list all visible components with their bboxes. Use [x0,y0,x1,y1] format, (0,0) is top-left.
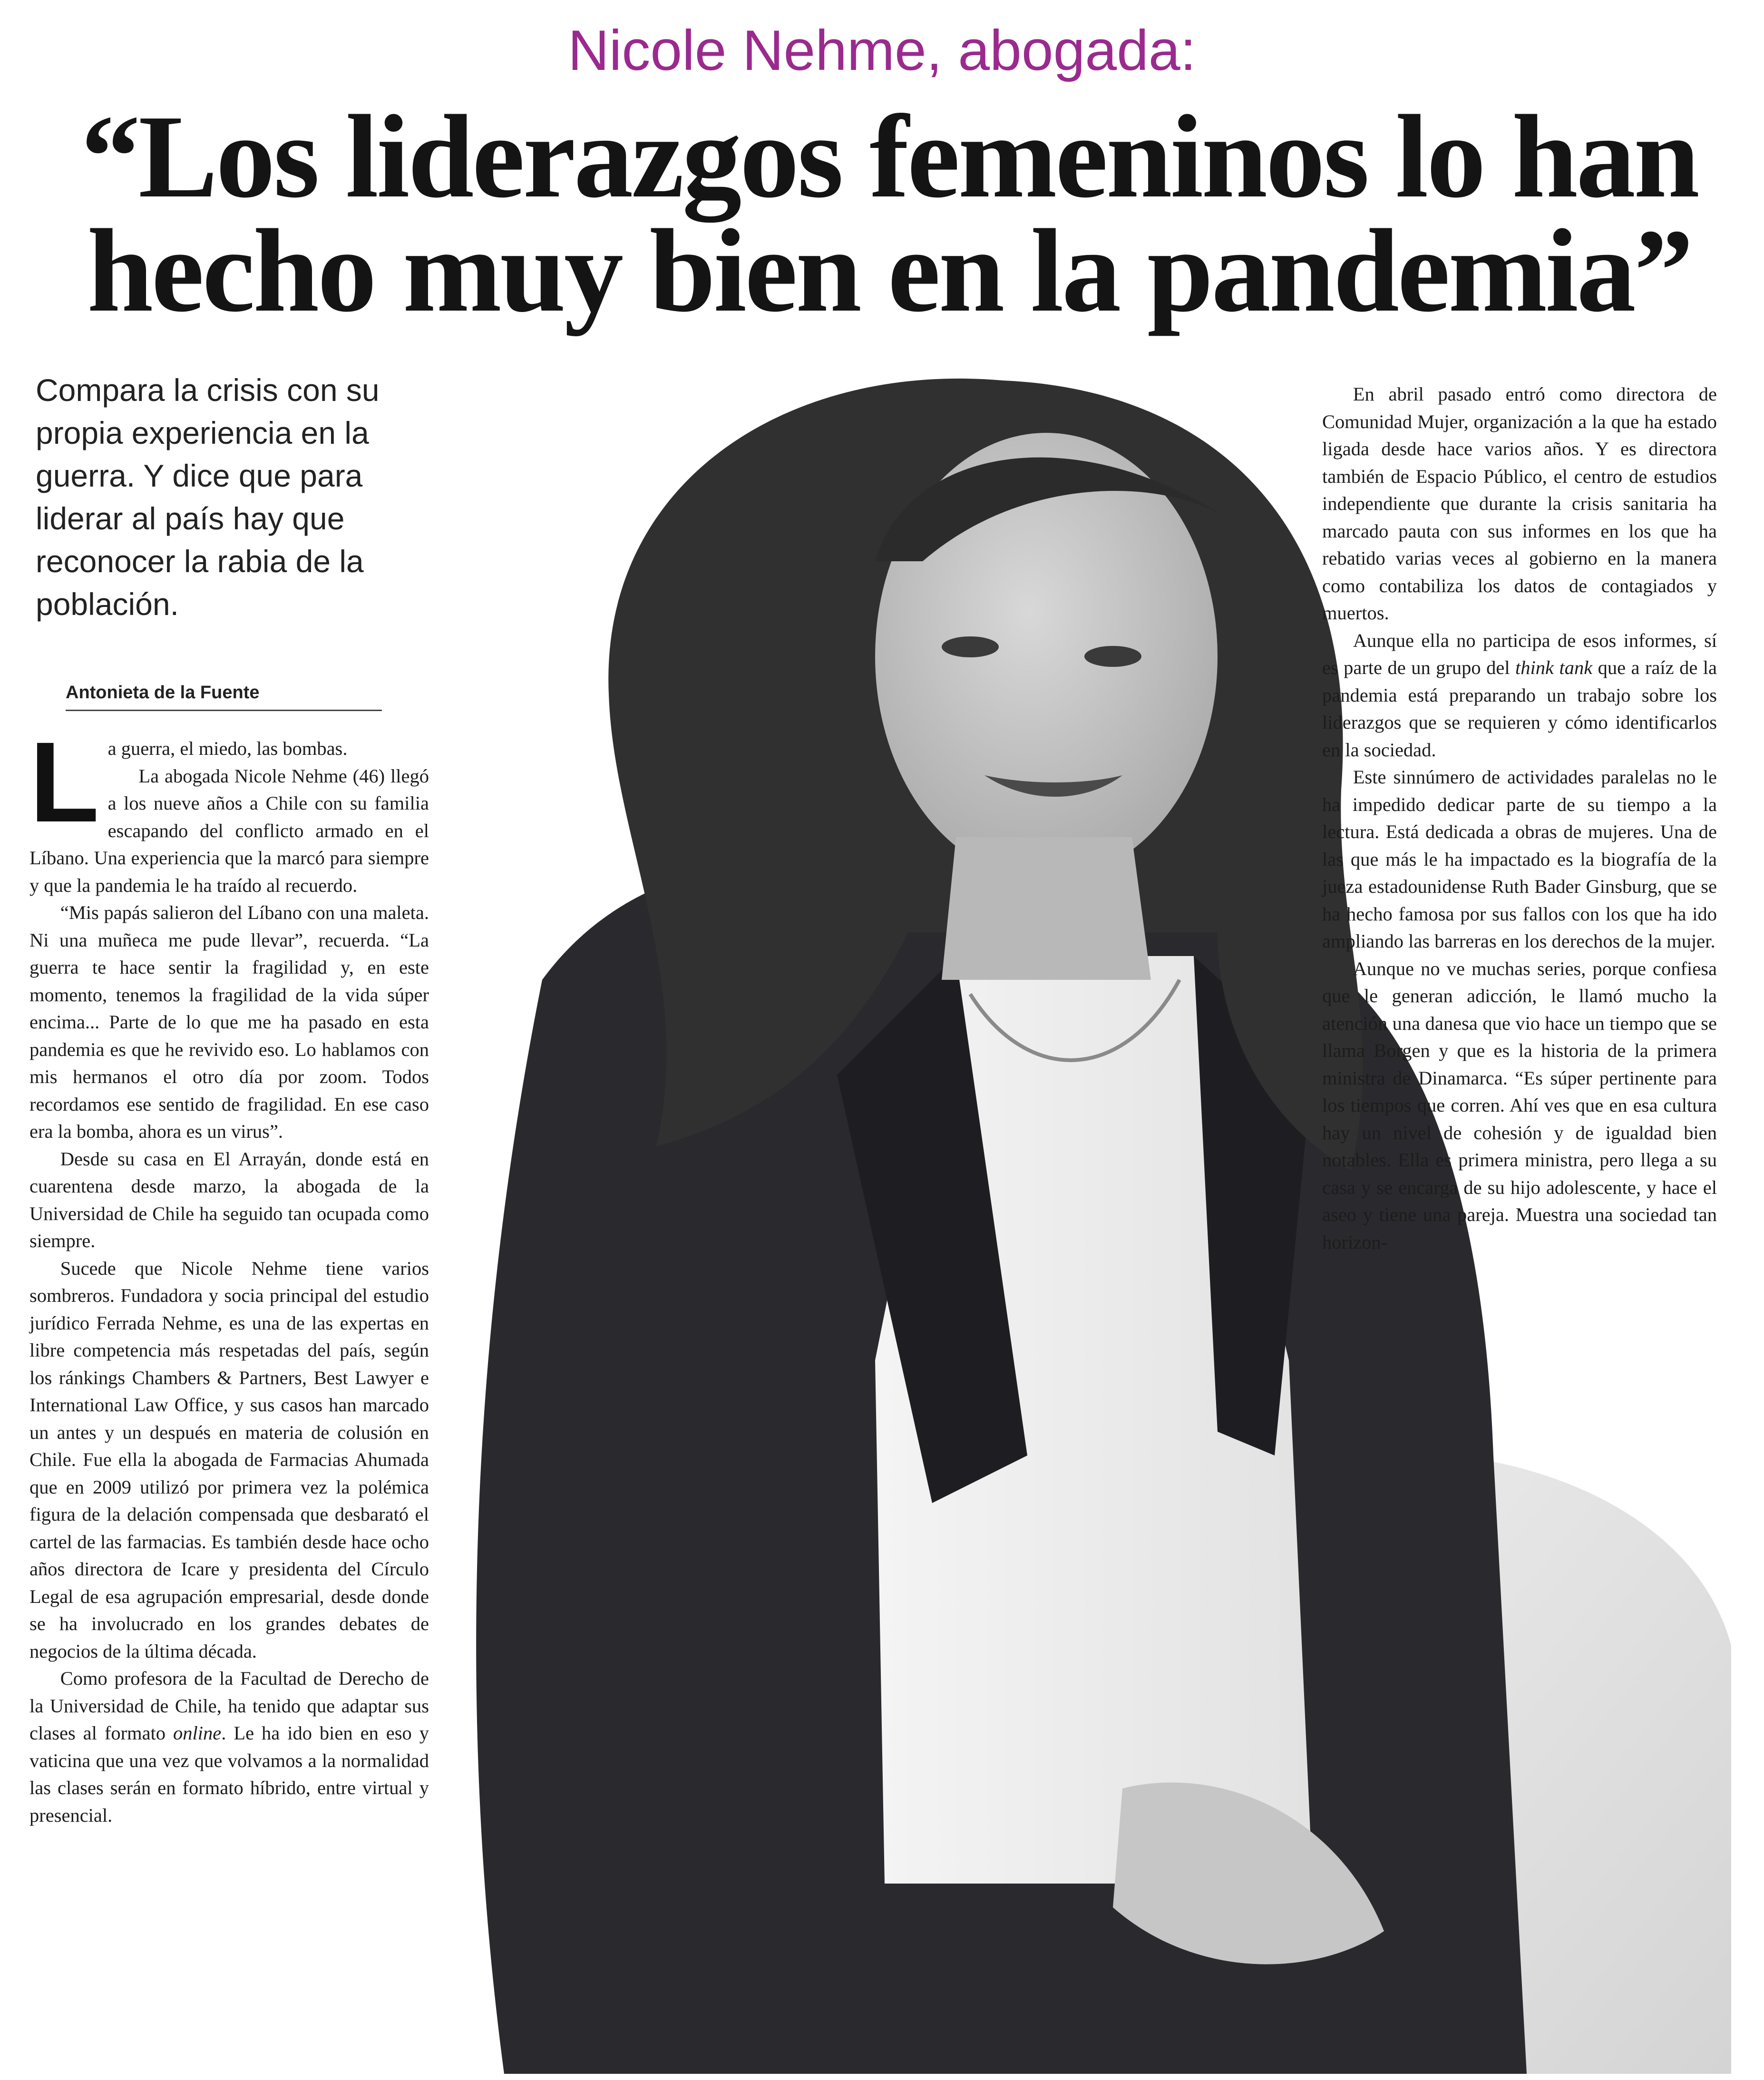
article-headline [57,91,1722,337]
eye-left [942,636,999,657]
dek-line: Compara la crisis con su [36,372,380,408]
drop-cap: L [29,718,99,846]
dek-line: guerra. Y dice que para [36,458,363,493]
paragraph: En abril pasado entró como directora de Comunidad Mujer, organización a la que ha estado ligada desde hace varios años. Y es directora también de Espacio Público, el centro de estudios independiente que durante la crisis sanitaria ha marcado pauta con sus informes en los que ha rebatido varias veces al gobierno en la manera como contabiliza los datos de contagiados y muertos. [1322,383,1717,624]
dek-line: población. [36,586,179,622]
paragraph: Sucede que Nicole Nehme tiene varios sombreros. Fundadora y socia principal del estudio jurídico Ferrada Nehme, es una de las expertas en libre competencia más respetadas del país, según los ránkings Chambers & Partners, Best Lawyer e International Law Office, y sus casos han marcado un antes y un después en materia de colusión en Chile. Fue ella la abogada de Farmacias Ahumada que en 2009 utilizó por primera vez la polémica figura de la delación compensada que desbarató el cartel de las farmacias. Es también desde hace ocho años directora de Icare y presidenta del Círculo Legal de esa agrupación empresarial, desde donde se ha involucrado en los grandes debates de negocios de la última década. [29,1257,429,1662]
paragraph: Desde su casa en El Arrayán, donde está en cuarentena desde marzo, la abogada de la Universidad de Chile ha seguido tan ocupada como siempre. [29,1148,429,1251]
paragraph: Este sinnúmero de actividades paralelas no le ha impedido dedicar parte de su tiempo a la lectura. Está dedicada a obras de mujeres. Una de las que más le ha impactado es la biografía de la jueza estadounidense Ruth Bader Ginsburg, que se ha hecho famosa por sus fallos con los que ha ido ampliando las barreras en los derechos de la mujer. [1322,766,1717,952]
italic-term: think tank [1515,657,1593,678]
paragraph-text: Aunque ella no participa de esos informes, sí es parte de un grupo del [1322,629,1717,678]
neck [942,837,1151,980]
article-dek [36,369,445,625]
article-column-right [1322,381,1717,1256]
paragraph: La abogada Nicole Nehme (46) llegó a los nueve años a Chile con su familia escapando del conflicto armado en el Líbano. Una experiencia que la marcó para siempre y que la pandemia le ha traído al recuerdo. [29,765,429,896]
paragraph [29,1665,429,1829]
article-kicker: Nicole Nehme, abogada: [568,19,1196,82]
paragraph-text: que a raíz de la pandemia está preparando un trabajo sobre los liderazgos que se requieren y cómo identificarlos en la sociedad. [1322,657,1717,761]
eye-right [1084,646,1141,667]
paragraph: “Mis papás salieron del Líbano con una maleta. Ni una muñeca me pude llevar”, recuerda. “La guerra te hace sentir la fragilidad y, en este momento, tenemos la fragilidad de la vida súper encima... Parte de lo que me ha pasado en esta pandemia es que he revivido eso. Lo hablamos con mis hermanos el otro día por zoom. Todos recordamos ese sentido de fragilidad. En ese caso era la bomba, ahora es un virus”. [29,902,429,1142]
paragraph [1322,627,1717,764]
dek-line: propia experiencia en la [36,415,369,450]
paragraph-text: a guerra, el miedo, las bombas. [107,738,348,759]
paragraph-text: Como profesora de la Facultad de Derecho de la Universidad de Chile, ha tenido que adaptar sus clases al formato [29,1668,429,1744]
dek-line: liderar al país hay que [36,501,345,536]
italic-term: online [173,1722,222,1744]
byline: Antonieta de la Fuente [66,683,382,711]
dek-line: reconocer la rabia de la [36,544,364,579]
article-column-left [29,718,429,1829]
paragraph: Aunque no ve muchas series, porque confiesa que le generan adicción, le llamó mucho la atención una danesa que vio hace un tiempo que se llama Borgen y que es la historia de la primera ministra de Dinamarca. “Es súper pertinente para los tiempos que corren. Ahí ves que en esa cultura hay un nivel de cohesión y de igualdad bien notables. Ella es primera ministra, pero llega a su casa y se encarga de su hijo adolescente, y hace el aseo y tiene una pareja. Muestra una sociedad tan horizon- [1322,957,1717,1253]
headline-line-2: hecho muy bien en la pandemia” [87,205,1692,337]
headline-line-1: “Los liderazgos femeninos lo han [81,91,1698,223]
paragraph-text: . Le ha ido bien en eso y vaticina que una vez que volvamos a la normalidad las clases serán en formato híbrido, entre virtual y presencial. [29,1722,429,1826]
